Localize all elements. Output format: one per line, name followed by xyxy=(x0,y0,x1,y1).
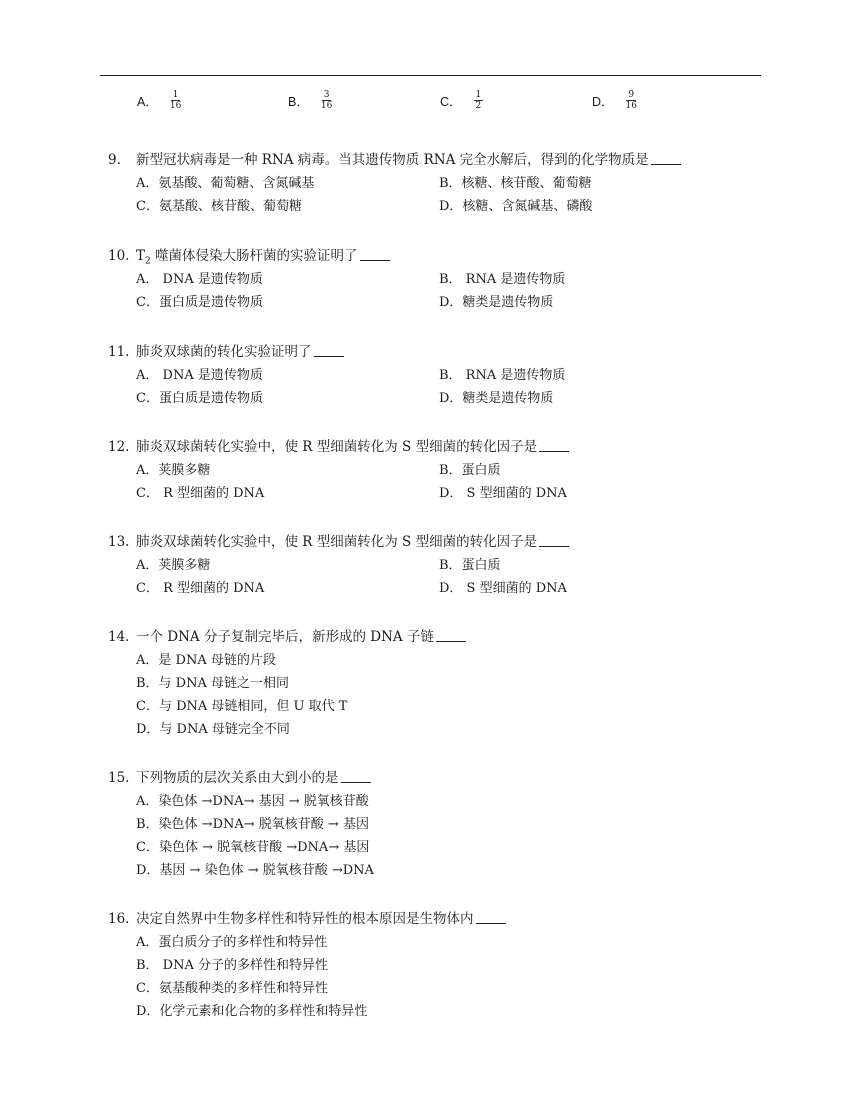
denominator: 16 xyxy=(169,101,182,111)
option-label: D． xyxy=(592,94,614,109)
answer-blank[interactable] xyxy=(651,150,681,165)
header-rule xyxy=(100,75,761,76)
option-b[interactable]: B． RNA 是遗传物质 xyxy=(439,368,566,383)
question-number: 12. xyxy=(108,439,130,455)
question-number: 11. xyxy=(108,344,130,360)
option-label: A． xyxy=(137,94,158,109)
option-b[interactable]: B．蛋白质 xyxy=(439,558,501,573)
question-number: 13. xyxy=(108,534,130,550)
option-b[interactable]: B．染色体 →DNA→ 脱氧核苷酸 → 基因 xyxy=(136,817,369,832)
question-15 xyxy=(108,767,788,882)
denominator: 16 xyxy=(625,101,637,111)
option-c[interactable]: C． R 型细菌的 DNA xyxy=(136,581,265,596)
answer-blank[interactable] xyxy=(436,627,466,642)
option-d[interactable]: D．基因 → 染色体 → 脱氧核苷酸 →DNA xyxy=(136,863,374,878)
numerator: 1 xyxy=(475,90,482,100)
question-stem xyxy=(108,767,788,790)
option-b[interactable]: B．与 DNA 母链之一相同 xyxy=(136,676,290,691)
option-b[interactable] xyxy=(288,90,332,111)
option-d[interactable]: D． S 型细菌的 DNA xyxy=(439,486,567,501)
question-stem xyxy=(108,149,788,172)
options xyxy=(136,554,788,600)
question-stem xyxy=(108,341,788,364)
question-stem xyxy=(108,436,788,459)
answer-blank[interactable] xyxy=(314,342,344,357)
question-stem xyxy=(108,531,788,554)
question-text: 新型冠状病毒是一种 RNA 病毒。当其遗传物质 RNA 完全水解后，得到的化学物质是 xyxy=(136,152,649,168)
answer-blank[interactable] xyxy=(341,768,371,783)
fraction xyxy=(321,90,332,111)
option-c[interactable]: C． R 型细菌的 DNA xyxy=(136,486,265,501)
question-stem xyxy=(108,626,788,649)
options xyxy=(136,649,788,741)
option-a[interactable]: A．荚膜多糖 xyxy=(136,558,211,573)
answer-blank[interactable] xyxy=(539,532,569,547)
subscript: 2 xyxy=(145,256,151,267)
option-a[interactable]: A．染色体 →DNA→ 基因 → 脱氧核苷酸 xyxy=(136,794,369,809)
option-a[interactable]: A．荚膜多糖 xyxy=(136,463,211,478)
option-b[interactable]: B． DNA 分子的多样性和特异性 xyxy=(136,958,329,973)
option-d[interactable]: D． S 型细菌的 DNA xyxy=(439,581,567,596)
option-c[interactable] xyxy=(440,90,483,111)
option-d[interactable]: D．糖类是遗传物质 xyxy=(439,391,554,406)
numerator: 9 xyxy=(628,90,635,100)
question-text: 肺炎双球菌转化实验中，使 R 型细菌转化为 S 型细菌的转化因子是 xyxy=(136,439,538,455)
option-b[interactable]: B． RNA 是遗传物质 xyxy=(439,272,566,287)
question-14 xyxy=(108,626,788,741)
option-c[interactable]: C．氨基酸、核苷酸、葡萄糖 xyxy=(136,199,302,214)
question-16 xyxy=(108,908,788,1023)
question-text: 肺炎双球菌的转化实验证明了 xyxy=(136,344,312,360)
fraction xyxy=(170,90,181,111)
question-number: 16. xyxy=(108,911,130,927)
numerator: 3 xyxy=(323,90,330,100)
options xyxy=(136,268,788,314)
question-number: 10. xyxy=(108,248,130,264)
question-stem xyxy=(108,908,788,931)
answer-blank[interactable] xyxy=(539,437,569,452)
options xyxy=(136,364,788,410)
option-label: B． xyxy=(288,94,309,109)
question-text-prefix: T xyxy=(136,248,146,264)
question-text: 一个 DNA 分子复制完毕后，新形成的 DNA 子链 xyxy=(136,629,434,645)
question-11 xyxy=(108,341,788,410)
fraction xyxy=(626,90,637,111)
option-a[interactable]: A．是 DNA 母链的片段 xyxy=(136,653,276,668)
options xyxy=(136,790,788,882)
question-number: 9. xyxy=(108,152,121,168)
question-number: 14. xyxy=(108,629,130,645)
numerator: 1 xyxy=(172,90,179,100)
option-a[interactable]: A． DNA 是遗传物质 xyxy=(136,272,263,287)
question-text: 肺炎双球菌转化实验中，使 R 型细菌转化为 S 型细菌的转化因子是 xyxy=(136,534,538,550)
question-number: 15. xyxy=(108,770,130,786)
option-d[interactable]: D．与 DNA 母链完全不同 xyxy=(136,722,290,737)
options xyxy=(136,172,788,218)
question-text: 决定自然界中生物多样性和特异性的根本原因是生物体内 xyxy=(136,911,474,927)
question-text: 噬菌体侵染大肠杆菌的实验证明了 xyxy=(150,248,358,264)
option-c[interactable]: C．染色体 → 脱氧核苷酸 →DNA→ 基因 xyxy=(136,840,370,855)
option-a[interactable] xyxy=(137,90,181,111)
question-10 xyxy=(108,245,788,314)
question-text: 下列物质的层次关系由大到小的是 xyxy=(136,770,339,786)
options xyxy=(136,931,788,1023)
option-d[interactable] xyxy=(592,90,637,111)
option-c[interactable]: C．蛋白质是遗传物质 xyxy=(136,391,263,406)
question-13 xyxy=(108,531,788,600)
option-label: C． xyxy=(440,94,462,109)
option-d[interactable]: D．化学元素和化合物的多样性和特异性 xyxy=(136,1004,368,1019)
option-d[interactable]: D．核糖、含氮碱基、磷酸 xyxy=(439,199,593,214)
denominator: 16 xyxy=(320,101,333,111)
option-b[interactable]: B．蛋白质 xyxy=(439,463,501,478)
option-a[interactable]: A． DNA 是遗传物质 xyxy=(136,368,263,383)
option-b[interactable]: B．核糖、核苷酸、葡萄糖 xyxy=(439,176,592,191)
question-12 xyxy=(108,436,788,505)
answer-blank[interactable] xyxy=(476,909,506,924)
fraction xyxy=(474,90,484,111)
answer-blank[interactable] xyxy=(360,246,390,261)
question-9 xyxy=(108,149,788,218)
option-c[interactable]: C．与 DNA 母链相同，但 U 取代 T xyxy=(136,699,348,714)
denominator: 2 xyxy=(475,101,482,111)
option-d[interactable]: D．糖类是遗传物质 xyxy=(439,295,554,310)
option-a[interactable]: A．蛋白质分子的多样性和特异性 xyxy=(136,935,328,950)
question-stem xyxy=(108,245,788,268)
options xyxy=(136,459,788,505)
option-c[interactable]: C．蛋白质是遗传物质 xyxy=(136,295,263,310)
option-c[interactable]: C．氨基酸种类的多样性和特异性 xyxy=(136,981,328,996)
fraction-options-row xyxy=(137,90,757,120)
option-a[interactable]: A．氨基酸、葡萄糖、含氮碱基 xyxy=(136,176,315,191)
